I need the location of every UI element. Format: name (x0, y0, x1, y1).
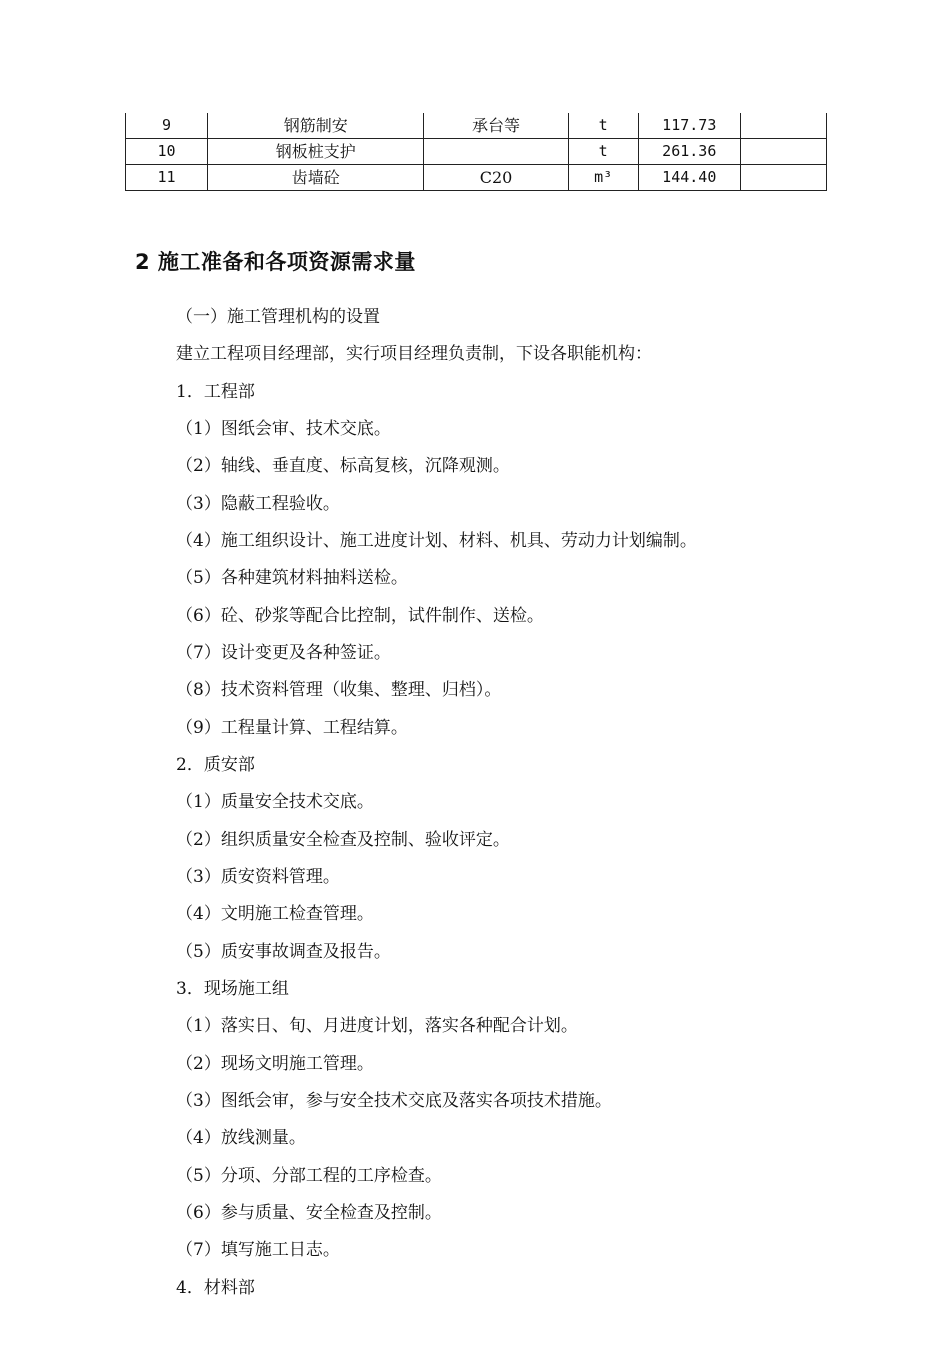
list-item: （2）现场文明施工管理。 (176, 1054, 374, 1074)
item-unit: m³ (568, 165, 638, 191)
list-item: （4）文明施工检查管理。 (176, 904, 374, 924)
list-item: （5）质安事故调查及报告。 (176, 942, 391, 962)
list-heading: 3．现场施工组 (176, 979, 289, 999)
list-item: （1）质量安全技术交底。 (176, 792, 374, 812)
list-item: （3）隐蔽工程验收。 (176, 494, 340, 514)
list-item: （2）组织质量安全检查及控制、验收评定。 (176, 830, 510, 850)
item-name: 齿墙砼 (208, 165, 424, 191)
list-item: （8）技术资料管理（收集、整理、归档）。 (176, 680, 502, 700)
row-number: 11 (126, 165, 208, 191)
item-quantity: 117.73 (638, 113, 740, 139)
item-part: C20 (424, 165, 568, 191)
paragraph: 建立工程项目经理部，实行项目经理负责制，下设各职能机构： (176, 344, 652, 364)
item-note (740, 165, 826, 191)
item-quantity: 261.36 (638, 139, 740, 165)
list-item: （1）图纸会审、技术交底。 (176, 419, 391, 439)
item-note (740, 139, 826, 165)
item-note (740, 113, 826, 139)
section-heading: 2 施工准备和各项资源需求量 (135, 250, 416, 274)
list-item: （5）分项、分部工程的工序检查。 (176, 1166, 442, 1186)
item-part: 承台等 (424, 113, 568, 139)
quantity-table (125, 113, 827, 191)
item-quantity: 144.40 (638, 165, 740, 191)
list-item: （9）工程量计算、工程结算。 (176, 718, 408, 738)
item-unit: t (568, 113, 638, 139)
list-item: （7）填写施工日志。 (176, 1240, 340, 1260)
list-item: （6）砼、砂浆等配合比控制，试件制作、送检。 (176, 606, 544, 626)
list-heading: 1．工程部 (176, 382, 255, 402)
list-item: （7）设计变更及各种签证。 (176, 643, 391, 663)
list-item: （4）放线测量。 (176, 1128, 306, 1148)
list-item: （3）质安资料管理。 (176, 867, 340, 887)
list-heading: 4．材料部 (176, 1278, 255, 1298)
item-name: 钢板桩支护 (208, 139, 424, 165)
list-item: （4）施工组织设计、施工进度计划、材料、机具、劳动力计划编制。 (176, 531, 697, 551)
list-heading: 2．质安部 (176, 755, 255, 775)
item-part (424, 139, 568, 165)
list-item: （1）落实日、旬、月进度计划，落实各种配合计划。 (176, 1016, 578, 1036)
table-row (126, 139, 827, 165)
row-number: 10 (126, 139, 208, 165)
item-name: 钢筋制安 (208, 113, 424, 139)
table-row (126, 113, 827, 139)
item-unit: t (568, 139, 638, 165)
subsection-title: （一）施工管理机构的设置 (176, 307, 380, 327)
row-number: 9 (126, 113, 208, 139)
table-row (126, 165, 827, 191)
list-item: （6）参与质量、安全检查及控制。 (176, 1203, 442, 1223)
list-item: （2）轴线、垂直度、标高复核，沉降观测。 (176, 456, 510, 476)
list-item: （3）图纸会审，参与安全技术交底及落实各项技术措施。 (176, 1091, 612, 1111)
list-item: （5）各种建筑材料抽料送检。 (176, 568, 408, 588)
